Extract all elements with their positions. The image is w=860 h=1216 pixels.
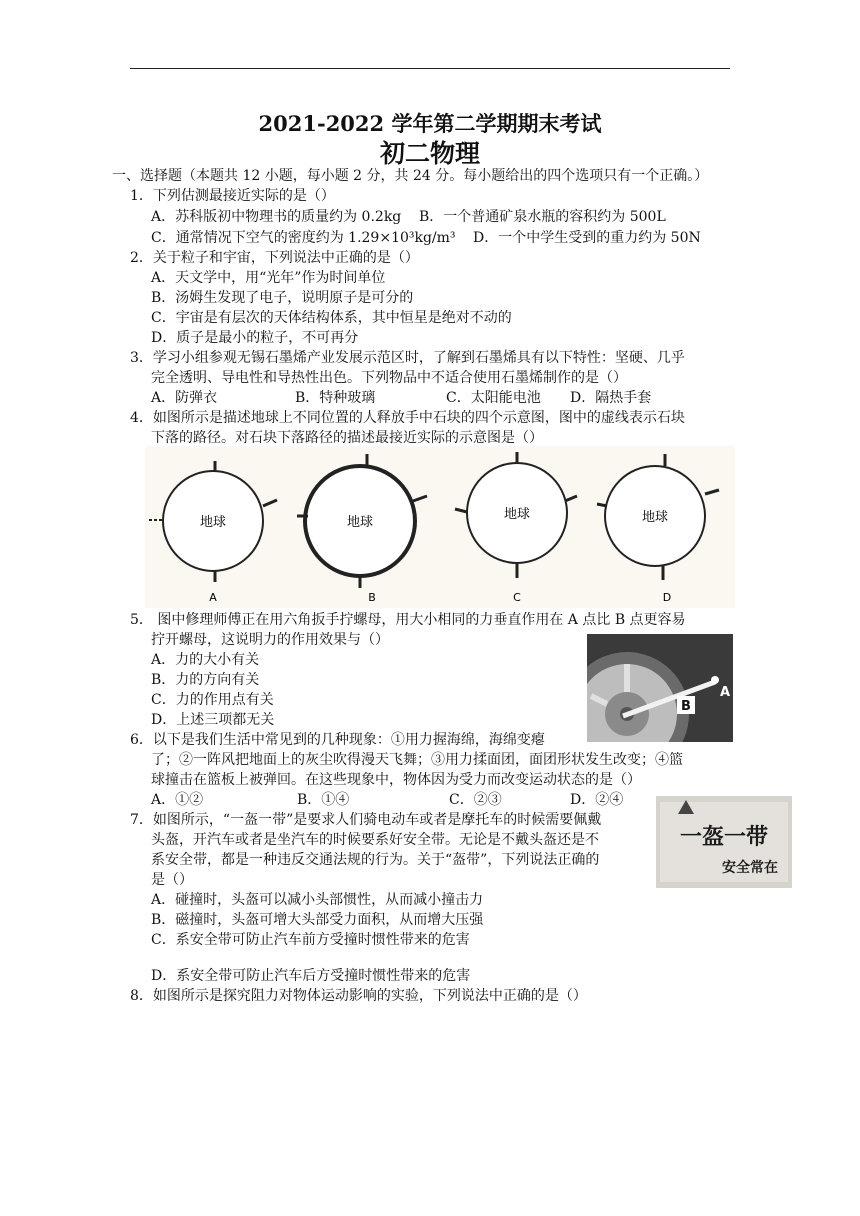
top-rule [130, 68, 730, 69]
q7-stem-line4: 是（） [151, 872, 193, 888]
q1-option-c: C．通常情况下空气的密度约为 1.29×10³kg/m³ [151, 230, 456, 246]
sign-text-line2: 安全常在 [722, 860, 778, 876]
q3-stem-line2: 完全透明、导电性和导热性出色。下列物品中不适合使用石墨烯制作的是（） [151, 370, 627, 386]
q2-option-b: B．汤姆生发现了电子，说明原子是可分的 [151, 290, 414, 306]
earth-label-b: 地球 [346, 515, 374, 530]
q2-stem: 2．关于粒子和宇宙，下列说法中正确的是（） [130, 250, 419, 266]
q5-option-a: A．力的大小有关 [151, 652, 260, 668]
q3-option-b: B．特种玻璃 [295, 390, 376, 406]
q3-stem-line1: 3．学习小组参观无锡石墨烯产业发展示范区时，了解到石墨烯具有以下特性：坚硬、几乎 [130, 350, 685, 366]
q8-stem: 8．如图所示是探究阻力对物体运动影响的实验，下列说法中正确的是（） [130, 988, 587, 1004]
q6-stem-line2: 了；②一阵风把地面上的灰尘吹得漫天飞舞；③用力揉面团，面团形状发生改变；④篮 [151, 752, 683, 768]
q5-option-d: D．上述三项都无关 [151, 712, 275, 728]
section-heading: 一、选择题（本题共 12 小题，每小题 2 分，共 24 分。每小题给出的四个选项只有一个正确。） [112, 168, 709, 184]
q1-option-b: B．一个普通矿泉水瓶的容积约为 500L [419, 209, 666, 225]
q2-option-c: C．宇宙是有层次的天体结构体系，其中恒星是绝对不动的 [151, 310, 512, 326]
q6-option-b: B．①④ [297, 792, 350, 808]
q5-option-c: C．力的作用点有关 [151, 692, 274, 708]
q4-stem-line1: 4．如图所示是描述地球上不同位置的人释放手中石块的四个示意图，图中的虚线表示石块 [130, 410, 685, 426]
q5-option-b: B．力的方向有关 [151, 672, 260, 688]
exam-subject: 初二物理 [379, 139, 480, 168]
diagram-label-a: A [209, 591, 217, 604]
photo-label-a: A [719, 685, 731, 700]
q7-option-c: C．系安全带可防止汽车前方受撞时惯性带来的危害 [151, 932, 470, 948]
earth-diagrams [145, 446, 735, 608]
q6-stem-line3: 球撞击在篮板上被弹回。在这些现象中，物体因为受力而改变运动状态的是（） [151, 772, 641, 788]
helmet-belt-sign [656, 796, 792, 888]
q6-stem-line1: 6．以下是我们生活中常见到的几种现象：①用力握海绵，海绵变瘪 [130, 732, 545, 748]
diagram-label-b: B [368, 591, 376, 604]
diagram-label-d: D [662, 591, 672, 604]
wrench-photo [587, 634, 733, 742]
q6-option-c: C．②③ [449, 792, 502, 808]
q1-option-a: A．苏科版初中物理书的质量约为 0.2kg [151, 209, 402, 225]
q7-option-a: A．碰撞时，头盔可以减小头部惯性，从而减小撞击力 [151, 892, 484, 908]
q7-stem-line1: 7．如图所示，“一盔一带”是要求人们骑电动车或者是摩托车的时候需要佩戴 [130, 812, 602, 828]
sign-text-line1: 一盔一带 [679, 825, 769, 850]
q6-option-a: A．①② [151, 792, 204, 808]
earth-label-a: 地球 [199, 515, 227, 530]
q5-stem-line1: 5． 图中修理师傅正在用六角扳手拧螺母，用大小相同的力垂直作用在 A 点比 B 点更容易 [130, 612, 686, 628]
q3-option-d: D．隔热手套 [570, 390, 652, 406]
q7-option-d: D．系安全带可防止汽车后方受撞时惯性带来的危害 [151, 968, 471, 984]
earth-label-d: 地球 [641, 510, 669, 525]
q3-option-a: A．防弹衣 [151, 390, 218, 406]
q7-option-b: B．磁撞时，头盔可增大头部受力面积，从而增大压强 [151, 912, 484, 928]
earth-label-c: 地球 [503, 507, 531, 522]
q4-stem-line2: 下落的路径。对石块下落路径的描述最接近实际的示意图是（） [151, 430, 543, 446]
q3-option-c: C．太阳能电池 [446, 390, 541, 406]
q2-option-d: D．质子是最小的粒子，不可再分 [151, 330, 359, 346]
exam-title: 2021-2022 学年第二学期期末考试 [258, 111, 602, 136]
q7-stem-line2: 头盔，开汽车或者是坐汽车的时候要系好安全带。无论是不戴头盔还是不 [151, 832, 599, 848]
photo-label-b: B [681, 699, 691, 714]
q5-stem-line2: 拧开螺母，这说明力的作用效果与（） [151, 632, 389, 648]
q2-option-a: A．天文学中，用“光年”作为时间单位 [151, 270, 386, 286]
q1-option-d: D．一个中学生受到的重力约为 50N [473, 230, 701, 246]
q1-stem: 1．下列估测最接近实际的是（） [130, 188, 335, 204]
diagram-label-c: C [513, 591, 521, 604]
q7-stem-line3: 系安全带，都是一种违反交通法规的行为。关于“盔带”，下列说法正确的 [151, 852, 600, 868]
q6-option-d: D．②④ [570, 792, 624, 808]
